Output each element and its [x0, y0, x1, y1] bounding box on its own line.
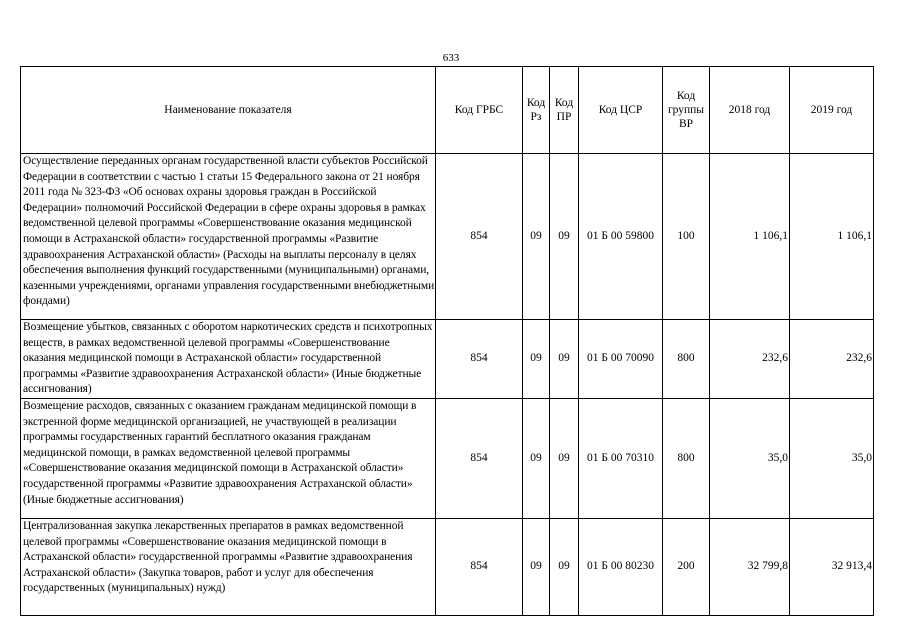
row-2018: 1 106,1	[710, 154, 790, 320]
row-grbs: 854	[436, 398, 523, 518]
row-grbs: 854	[436, 518, 523, 615]
row-vr: 800	[663, 398, 710, 518]
row-csr: 01 Б 00 80230	[579, 518, 663, 615]
table-row	[21, 398, 874, 518]
row-2019: 1 106,1	[790, 154, 874, 320]
row-2018: 32 799,8	[710, 518, 790, 615]
header-grbs: Код ГРБС	[436, 67, 523, 154]
table-row	[21, 154, 874, 320]
header-name: Наименование показателя	[21, 67, 436, 154]
row-vr: 800	[663, 320, 710, 399]
table-header-row	[21, 67, 874, 154]
row-pr: 09	[550, 154, 579, 320]
row-2019: 35,0	[790, 398, 874, 518]
row-name: Централизованная закупка лекарственных препаратов в рамках ведомственной целевой программы «Совершенствование оказания медицинской помощи в Астраханской области» государственной программы «Развитие здравоохранения Астраханской области» (Закупка товаров, работ и услуг для обеспечения государственных (муниципальных) нужд)	[21, 518, 436, 615]
page-number: 633	[442, 52, 460, 64]
row-rz: 09	[523, 518, 550, 615]
row-vr: 200	[663, 518, 710, 615]
header-2019: 2019 год	[790, 67, 874, 154]
row-name: Осуществление переданных органам государственной власти субъектов Российской Федерации в соответствии с частью 1 статьи 15 Федерального закона от 21 ноября 2011 года № 323-ФЗ «Об основах охраны здоровья граждан в Российской Федерации» полномочий Российской Федерации в сфере охраны здоровья в рамках ведомственной целевой программы «Совершенствование оказания медицинской помощи в Астраханской области» государственной программы «Развитие здравоохранения Астраханской области» (Расходы на выплаты персоналу в целях обеспечения выполнения функций государственными (муниципальными) органами, казенными учреждениями, органами управления государственными внебюджетными фондами)	[21, 154, 436, 320]
row-csr: 01 Б 00 70310	[579, 398, 663, 518]
row-2019: 32 913,4	[790, 518, 874, 615]
budget-table	[20, 66, 874, 616]
header-rz: Код Рз	[523, 67, 550, 154]
row-grbs: 854	[436, 154, 523, 320]
row-pr: 09	[550, 320, 579, 399]
table-row	[21, 518, 874, 615]
row-rz: 09	[523, 154, 550, 320]
header-2018: 2018 год	[710, 67, 790, 154]
row-name: Возмещение расходов, связанных с оказанием гражданам медицинской помощи в экстренной форме медицинской организацией, не участвующей в реализации программы государственных гарантий бесплатного оказания гражданам медицинской помощи, в рамках ведомственной целевой программы «Совершенствование оказания медицинской помощи в Астраханской области» государственной программы «Развитие здравоохранения Астраханской области» (Иные бюджетные ассигнования)	[21, 398, 436, 518]
row-2019: 232,6	[790, 320, 874, 399]
header-csr: Код ЦСР	[579, 67, 663, 154]
row-vr: 100	[663, 154, 710, 320]
table-row	[21, 320, 874, 399]
row-pr: 09	[550, 398, 579, 518]
header-vr: Код группы ВР	[663, 67, 710, 154]
row-rz: 09	[523, 398, 550, 518]
row-2018: 232,6	[710, 320, 790, 399]
row-pr: 09	[550, 518, 579, 615]
header-pr: Код ПР	[550, 67, 579, 154]
row-rz: 09	[523, 320, 550, 399]
row-name: Возмещение убытков, связанных с оборотом наркотических средств и психотропных веществ, в рамках ведомственной целевой программы «Совершенствование оказания медицинской помощи в Астраханской области» государственной программы «Развитие здравоохранения Астраханской области» (Иные бюджетные ассигнования)	[21, 320, 436, 399]
row-csr: 01 Б 00 70090	[579, 320, 663, 399]
row-2018: 35,0	[710, 398, 790, 518]
row-grbs: 854	[436, 320, 523, 399]
row-csr: 01 Б 00 59800	[579, 154, 663, 320]
